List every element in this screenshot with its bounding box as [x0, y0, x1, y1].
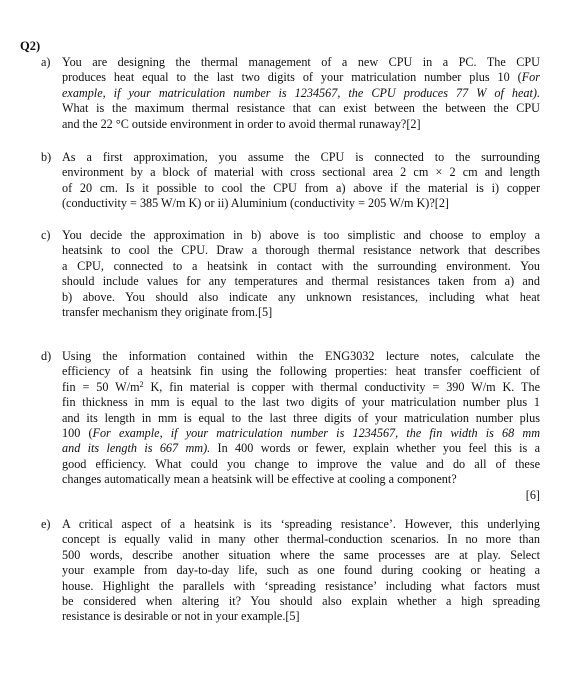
part-c-line-6 [62, 305, 540, 320]
part-e-line-6: be considered when altering it? You should also explain whether a high spreading [62, 594, 540, 609]
part-a-line-1: You are designing the thermal management of a new CPU in a PC. The CPU [62, 55, 540, 69]
part-c-letter: c) [41, 228, 51, 242]
part-e-line-1: A critical aspect of a heatsink is its ‘spreading resistance’. However, this underlying [62, 517, 540, 531]
part-b-line-2: environment by a block of material with cross sectional area 2 cm × 2 cm and length [62, 165, 540, 180]
part-a-text [62, 55, 540, 132]
part-d-line-3-sup: 2 [139, 379, 144, 389]
part-a-line-2-italic: For [521, 70, 540, 85]
part-d-line-7-rest: In 400 words or fewer, explain whether you feel this is a [210, 441, 540, 456]
part-d-marks-line [62, 488, 540, 503]
part-a-line-3: example, if your matriculation number is 1234567, the CPU produces 77 W of heat). [62, 85, 540, 100]
part-c-line-3: a CPU, connected to a heatsink in contact with the surrounding environment. You [62, 258, 540, 273]
part-e-letter: e) [41, 517, 51, 531]
part-c-line-2: heatsink to cool the CPU. Draw a thorough thermal resistance network that describes [62, 243, 540, 258]
part-d-letter: d) [41, 349, 52, 363]
part-e-line-7-text: resistance is desirable or not in your example. [62, 609, 286, 624]
part-d-line-2: efficiency of a heatsink fin using the following properties: heat transfer coefficient of [62, 364, 540, 379]
part-c-line-4: should include values for any temperatures and thermal resistances taken from a) and [62, 274, 540, 289]
part-c-line-1: You decide the approximation in b) above is too simplistic and choose to employ a [62, 228, 540, 242]
part-c-marks: [5] [257, 305, 273, 320]
part-e-line-7 [62, 609, 540, 624]
part-a-letter: a) [41, 55, 51, 69]
part-d-line-5: and its length in mm is equal to the last three digits of your matriculation number plus [62, 410, 540, 425]
part-d-line-9: changes automatically mean a heatsink will be effective at cooling a component? [62, 472, 457, 487]
part-e-marks: [5] [285, 609, 300, 624]
part-a-line-5-text: and the 22 °C outside environment in order to avoid thermal runaway? [62, 116, 407, 131]
part-e-text [62, 517, 540, 625]
part-c [41, 228, 549, 320]
part-d-line-8: good efficiency. What could you change to improve the value and do all of these [62, 456, 540, 471]
part-a-marks: [2] [406, 116, 421, 131]
part-d-line-3-text: fin = 50 W/m [62, 379, 140, 394]
part-e-line-3: 500 words, describe another situation where the same processes are at play. Select [62, 547, 540, 562]
part-b-line-4-text: (conductivity = 385 W/m K) or ii) Aluminium (conductivity = 205 W/m K)? [62, 196, 435, 211]
part-d-line-4: fin thickness in mm is equal to the last two digits of your matriculation number plus 1 [62, 395, 540, 410]
part-b-line-1: As a first approximation, you assume the CPU is connected to the surrounding [62, 150, 540, 164]
part-c-text [62, 228, 540, 320]
part-e-line-2: concept is equally valid in many other thermal-conduction scenarios. In no more than [62, 532, 540, 547]
part-d-line-7-italic: and its length is 667 mm). [62, 441, 211, 456]
part-e-line-5: house. Highlight the parallels with ‘spreading resistance’ including what factors must [62, 578, 540, 593]
part-e [41, 517, 549, 625]
part-d-text [62, 349, 540, 503]
part-d-line-7 [62, 441, 540, 456]
part-c-line-5: b) above. You should also indicate any unknown resistances, including what heat [62, 289, 540, 304]
part-d-line-6 [62, 426, 540, 441]
question-title: Q2) [20, 39, 41, 53]
part-b-letter: b) [41, 150, 52, 164]
part-a-line-5 [62, 117, 540, 132]
part-b [41, 150, 549, 212]
part-a-line-2-text: produces heat equal to the last two digits of your matriculation number plus 10 ( [62, 70, 522, 85]
part-b-line-4 [62, 196, 540, 211]
part-b-marks: [2] [434, 196, 449, 211]
part-b-line-3: of 20 cm. Is it possible to cool the CPU from a) above if the material is i) copper [62, 180, 540, 195]
part-d-line-6-text: 100 ( [62, 426, 93, 441]
part-d-line-3 [62, 380, 540, 395]
part-c-line-6-text: transfer mechanism they originate from. [62, 305, 258, 320]
part-b-text [62, 150, 540, 212]
part-d-line-1: Using the information contained within the ENG3032 lecture notes, calculate the [62, 349, 540, 363]
part-e-line-4: your example from day-to-day life, such as one found during cooking or heating a [62, 563, 540, 578]
part-d-marks: [6] [525, 487, 540, 502]
part-a-line-2 [62, 70, 540, 85]
part-d-line-3-rest: K, fin material is copper with thermal conductivity = 390 W/m K. The [143, 379, 541, 394]
part-a [41, 55, 549, 132]
part-a-line-4: What is the maximum thermal resistance that can exist between the between the CPU [62, 101, 540, 116]
part-d [41, 349, 549, 503]
part-d-line-6-italic: For example, if your matriculation number is 1234567, the fin width is 68 mm [92, 426, 540, 441]
